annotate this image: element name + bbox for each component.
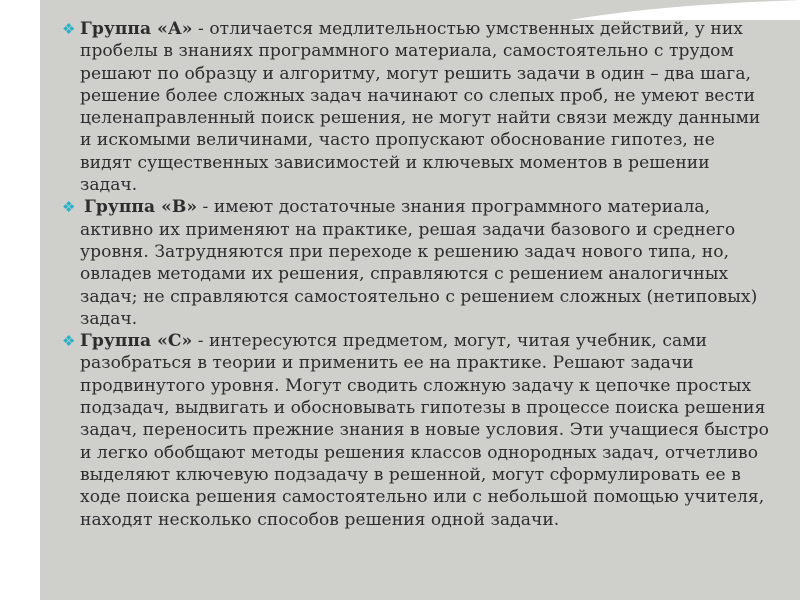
group-b-label: Группа «В» [84, 197, 198, 218]
group-c-label: Группа «С» [80, 331, 193, 352]
list-item-group-c [62, 330, 770, 531]
diamond-bullet-icon: ❖ [62, 198, 76, 217]
group-b-text: - имеют достаточные знания программного материала, активно их применяют на практике, решая задачи базового и среднего уровня. Затрудняются при переходе к решению задач нового типа, но, овладев методами их решения, справляются с решением аналогичных задач; не справляются самостоятельно с решением сложных (нетиповых) задач. [80, 197, 758, 329]
decorative-swoosh [570, 0, 800, 20]
group-c-text: - интересуются предметом, могут, читая учебник, сами разобраться в теории и применить ее на практике. Решают задачи продвинутого уровня. Могут сводить сложную задачу к цепочке простых подзадач, выдвигать и обосновывать гипотезы в процессе поиска решения задач, переносить прежние знания в новые условия. Эти учащиеся быстро и легко обобщают методы решения классов однородных задач, отчетливо выделяют ключевую подзадачу в решенной, могут сформулировать ее в ходе поиска решения самостоятельно или с небольшой помощью учителя, находят несколько способов решения одной задачи. [80, 331, 769, 530]
group-a-text: - отличается медлительностью умственных действий, у них пробелы в знаниях программного материала, самостоятельно с трудом решают по образцу и алгоритму, могут решить задачи в один – два шага, решение более сложных задач начинают со слепых проб, не умеют вести целенаправленный поиск решения, не могут найти связи между данными и искомыми величинами, часто пропускают обоснование гипотез, не видят существенных зависимостей и ключевых моментов в решении задач. [80, 19, 761, 196]
list-item-group-b [62, 196, 770, 330]
list-item-group-a [62, 18, 770, 196]
diamond-bullet-icon: ❖ [62, 20, 76, 38]
group-a-label: Группа «А» [80, 19, 193, 39]
group-description-list [62, 18, 770, 531]
diamond-bullet-icon: ❖ [62, 332, 76, 351]
